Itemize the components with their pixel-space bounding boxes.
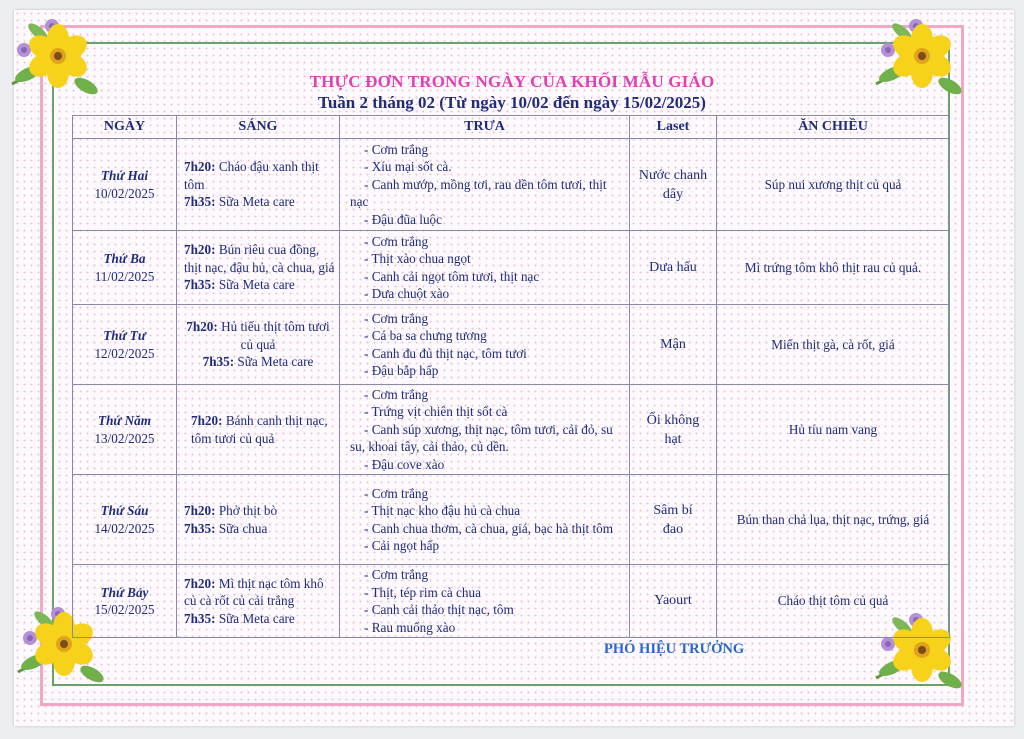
day-cell	[73, 139, 177, 231]
day-cell	[73, 231, 177, 305]
sang-time: 7h35:	[184, 277, 216, 293]
trua-item: - Cơm trắng	[364, 567, 429, 582]
table-header-row	[73, 116, 950, 139]
col-header-sang: SÁNG	[177, 116, 340, 139]
day-cell	[73, 475, 177, 565]
laset-cell: Mận	[630, 305, 717, 385]
laset-cell: Sâm bí đao	[630, 475, 717, 565]
trua-item: - Đậu đũa luộc	[364, 211, 442, 227]
col-header-ngay: NGÀY	[73, 116, 177, 139]
sang-cell	[177, 475, 340, 565]
col-header-trua: TRƯA	[340, 116, 630, 139]
trua-item: - Canh cải ngọt tôm tươi, thịt nạc	[364, 268, 540, 284]
day-cell	[73, 385, 177, 475]
day-cell	[73, 565, 177, 638]
sang-item	[184, 610, 335, 628]
sang-cell	[177, 139, 340, 231]
day-name: Thứ Ba	[103, 251, 146, 266]
col-header-laset: Laset	[630, 116, 717, 139]
sang-text: Sữa chua	[215, 520, 268, 536]
col-header-an-chieu: ĂN CHIỀU	[717, 116, 950, 139]
sang-cell	[177, 385, 340, 475]
day-date: 10/02/2025	[94, 185, 155, 201]
sang-cell	[177, 305, 340, 385]
laset-cell: Nước chanh dây	[630, 139, 717, 231]
trua-item: - Trứng vịt chiên thịt sốt cà	[364, 404, 508, 420]
trua-cell	[340, 385, 630, 475]
sang-text: Hủ tiếu thịt tôm tươi củ quả	[217, 319, 330, 352]
sang-time: 7h20:	[186, 319, 218, 335]
day-date: 15/02/2025	[94, 602, 155, 617]
sang-item	[184, 158, 335, 193]
trua-item: - Thịt, tép rim cà chua	[364, 584, 481, 600]
trua-item: - Canh súp xương, thịt nạc, tôm tươi, cải đỏ, su su, khoai tây, cải thảo, củ dền.	[350, 421, 613, 455]
day-date: 12/02/2025	[94, 345, 155, 361]
trua-item: - Cơm trắng	[364, 310, 429, 326]
sang-item	[184, 502, 335, 520]
trua-cell	[340, 139, 630, 231]
day-date: 14/02/2025	[94, 520, 155, 536]
sang-text: Sữa Meta care	[234, 354, 314, 370]
trua-item: - Cơm trắng	[364, 141, 429, 157]
sang-time: 7h35:	[184, 610, 216, 626]
sang-cell	[177, 565, 340, 638]
table-row	[73, 475, 950, 565]
table-row	[73, 139, 950, 231]
table-row	[73, 385, 950, 475]
menu-table	[72, 115, 950, 638]
sang-item	[184, 193, 335, 211]
trua-item: - Đậu bắp hấp	[364, 363, 439, 378]
day-name: Thứ Tư	[103, 328, 146, 343]
trua-item: - Canh cải thảo thịt nạc, tôm	[364, 602, 514, 617]
trua-cell	[340, 475, 630, 565]
sang-text: Sữa Meta care	[215, 194, 295, 210]
table-row	[73, 305, 950, 385]
sang-time: 7h20:	[184, 503, 216, 518]
laset-cell: Yaourt	[630, 565, 717, 638]
sang-time: 7h20:	[191, 413, 223, 428]
day-date: 11/02/2025	[94, 268, 155, 284]
sang-item	[184, 276, 335, 294]
trua-item: - Cơm trắng	[364, 386, 429, 402]
sang-text: Mì thịt nạc tôm khô củ cà rốt củ cải trắng	[184, 575, 324, 609]
trua-item: - Cá ba sa chưng tương	[364, 328, 487, 343]
sang-item	[184, 575, 335, 610]
trua-item: - Cơm trắng	[364, 233, 429, 249]
day-name: Thứ Năm	[98, 413, 151, 428]
trua-item: - Rau muống xào	[364, 619, 456, 635]
an-chieu-cell: Mì trứng tôm khô thịt rau củ quả.	[717, 231, 950, 305]
trua-item: - Thịt nạc kho đậu hủ cà chua	[364, 503, 521, 518]
sang-time: 7h20:	[184, 575, 216, 591]
laset-cell: Dưa hấu	[630, 231, 717, 305]
trua-cell	[340, 231, 630, 305]
an-chieu-cell: Cháo thịt tôm củ quả	[717, 565, 950, 638]
trua-item: - Canh chua thơm, cà chua, giá, bạc hà thịt tôm	[364, 520, 614, 536]
sang-cell	[177, 231, 340, 305]
table-row	[73, 565, 950, 638]
sang-item	[184, 241, 335, 276]
sang-item	[184, 520, 335, 538]
day-name: Thứ Bảy	[100, 584, 149, 600]
trua-cell	[340, 305, 630, 385]
trua-item: - Xíu mại sốt cà.	[364, 159, 452, 175]
sang-text: Bún riêu cua đồng, thịt nạc, đậu hủ, cà chua, giá	[184, 242, 335, 275]
an-chieu-cell: Bún than chả lụa, thịt nạc, trứng, giá	[717, 475, 950, 565]
sang-item	[181, 353, 335, 371]
table-row	[73, 231, 950, 305]
sang-item	[191, 412, 335, 447]
sang-time: 7h35:	[184, 520, 216, 536]
sang-text: Sữa Meta care	[215, 610, 295, 626]
day-date: 13/02/2025	[94, 430, 155, 446]
trua-item: - Cải ngọt hấp	[364, 538, 440, 553]
trua-item: - Dưa chuột xào	[364, 286, 450, 301]
day-name: Thứ Sáu	[100, 503, 149, 518]
sang-item	[181, 318, 335, 353]
page-title: THỰC ĐƠN TRONG NGÀY CỦA KHỐI MẪU GIÁO	[309, 72, 715, 91]
trua-item: - Canh mướp, mồng tơi, rau dền tôm tươi, thịt nạc	[350, 176, 607, 210]
sang-text: Sữa Meta care	[215, 277, 295, 293]
an-chieu-cell: Hủ tíu nam vang	[717, 385, 950, 475]
trua-item: - Thịt xào chua ngọt	[364, 251, 471, 266]
day-name: Thứ Hai	[100, 168, 149, 183]
sang-text: Cháo đậu xanh thịt tôm	[184, 159, 319, 192]
laset-cell: Ổi không hạt	[630, 385, 717, 475]
trua-item: - Cơm trắng	[364, 485, 429, 501]
an-chieu-cell: Súp nui xương thịt củ quả	[717, 139, 950, 231]
an-chieu-cell: Miến thịt gà, cà rốt, giá	[717, 305, 950, 385]
signature-title: PHÓ HIỆU TRƯỞNG	[604, 641, 745, 657]
page-subtitle: Tuần 2 tháng 02 (Từ ngày 10/02 đến ngày 15/02/2025)	[318, 93, 706, 112]
trua-item: - Canh đu đủ thịt nạc, tôm tươi	[364, 345, 527, 361]
day-cell	[73, 305, 177, 385]
sang-time: 7h20:	[184, 159, 216, 175]
sang-text: Bánh canh thịt nạc, tôm tươi củ quả	[191, 413, 328, 446]
sang-text: Phở thịt bò	[215, 503, 278, 518]
trua-cell	[340, 565, 630, 638]
sang-time: 7h35:	[202, 354, 235, 370]
sang-time: 7h20:	[184, 242, 216, 258]
trua-item: - Đậu cove xào	[364, 456, 445, 472]
sang-time: 7h35:	[184, 194, 216, 210]
